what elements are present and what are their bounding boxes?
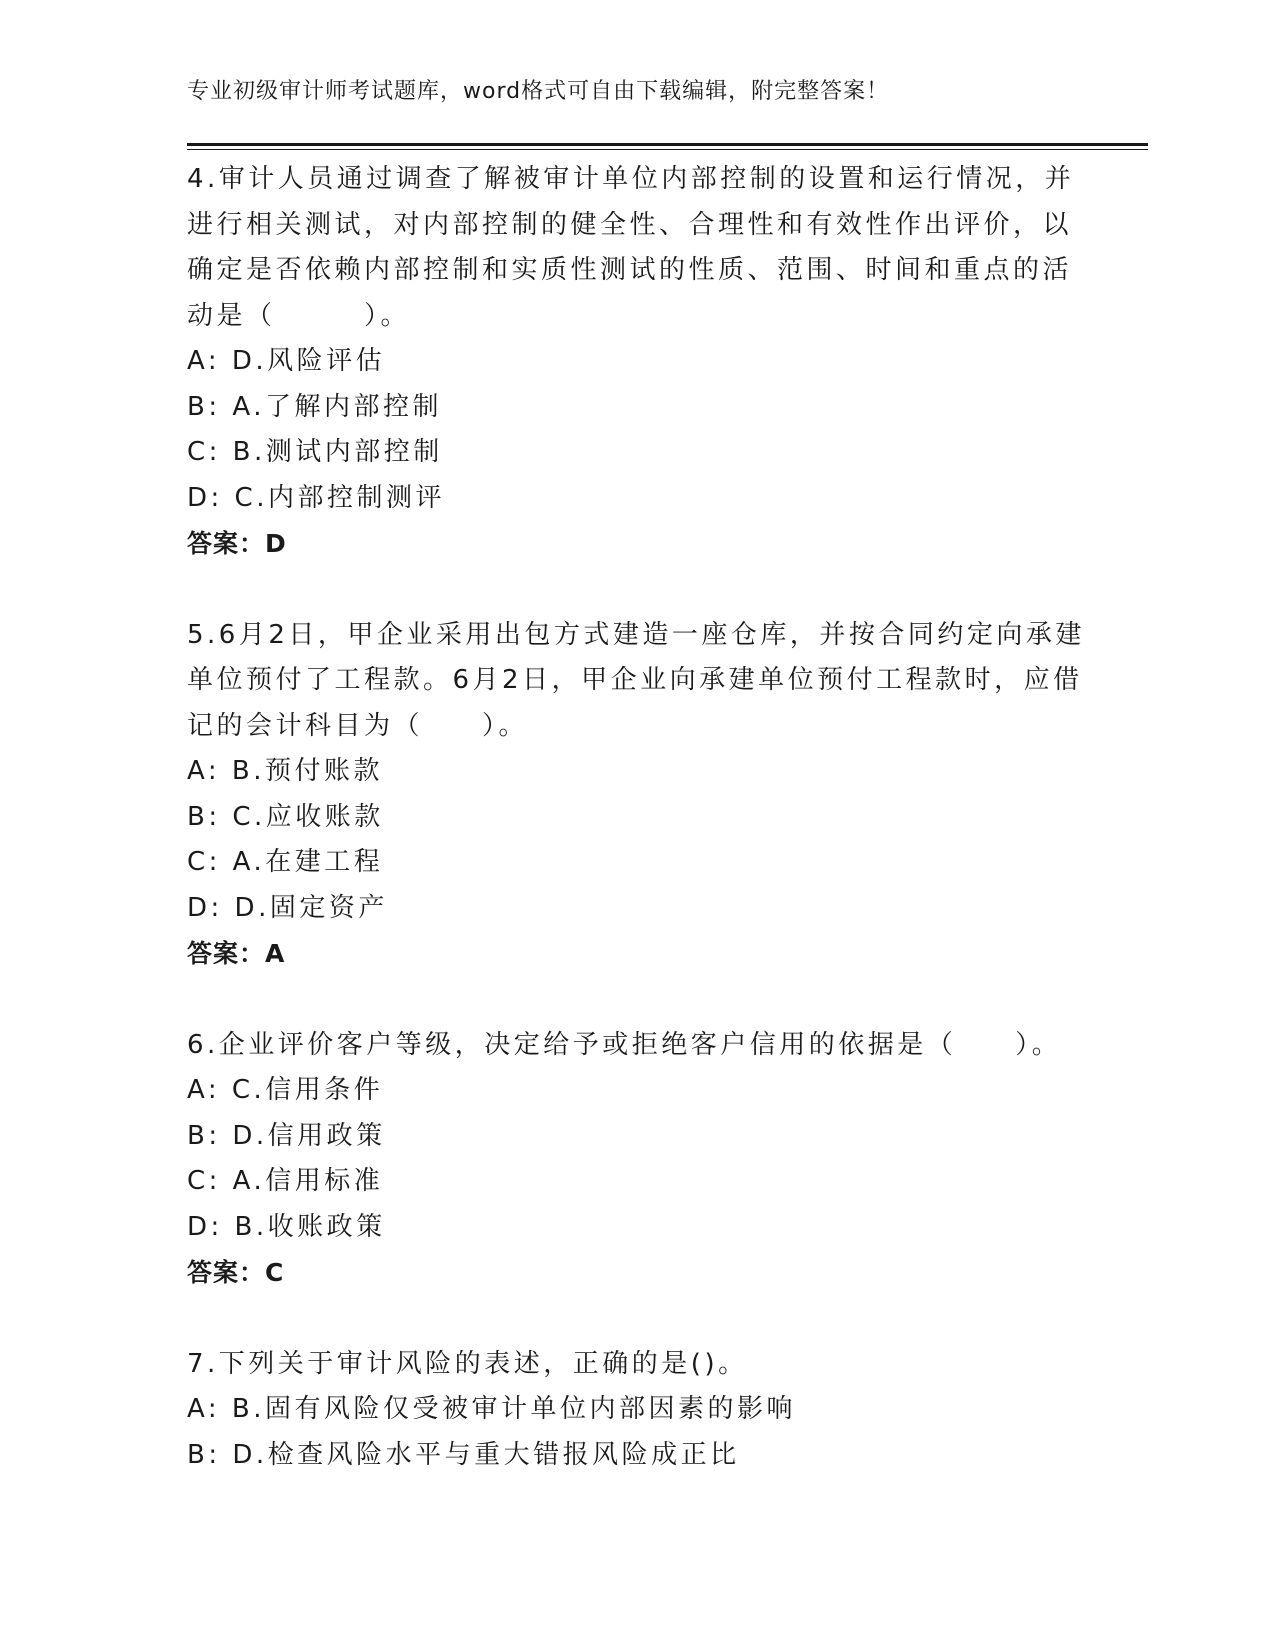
question-stem: 4.审计人员通过调查了解被审计单位内部控制的设置和运行情况，并进行相关测试，对内部控制的健全性、合理性和有效性作出评价，以确定是否依赖内部控制和实质性测试的性质、范围、时间和重点的活动是（ ）。: [187, 164, 1075, 331]
question-stem: 6.企业评价客户等级，决定给予或拒绝客户信用的依据是（ ）。: [187, 1029, 1062, 1060]
option-b: B: D.检查风险水平与重大错报风险成正比: [187, 1439, 740, 1470]
question-6: [187, 1023, 1087, 1296]
header-rule-thick: [187, 143, 1148, 146]
option-a: A: B.预付账款: [187, 756, 383, 786]
option-a: A: B.固有风险仅受被审计单位内部因素的影响: [187, 1394, 796, 1424]
question-list: [187, 157, 1087, 1524]
option-d: D: D.固定资产: [187, 892, 388, 923]
question-5: [187, 613, 1087, 977]
option-c: C: B.测试内部控制: [187, 437, 443, 467]
option-b: B: D.信用政策: [187, 1120, 386, 1151]
option-c: C: A.信用标准: [187, 1166, 384, 1196]
question-stem: 7.下列关于审计风险的表述，正确的是()。: [187, 1348, 748, 1379]
option-a: A: D.风险评估: [187, 346, 386, 376]
option-b: B: A.了解内部控制: [187, 391, 442, 422]
page-header: 专业初级审计师考试题库，word格式可自由下载编辑，附完整答案！: [187, 79, 890, 104]
option-d: D: B.收账政策: [187, 1211, 386, 1242]
option-c: C: A.在建工程: [187, 847, 384, 877]
answer: 答案：C: [187, 1258, 285, 1287]
question-7: [187, 1342, 1087, 1479]
option-b: B: C.应收账款: [187, 801, 384, 832]
option-d: D: C.内部控制测评: [187, 482, 445, 513]
answer: 答案：D: [187, 529, 287, 558]
question-stem: 5.6月2日，甲企业采用出包方式建造一座仓库，并按合同约定向承建单位预付了工程款。6月2日，甲企业向承建单位预付工程款时，应借记的会计科目为（ ）。: [187, 619, 1085, 741]
answer: 答案：A: [187, 939, 286, 968]
option-a: A: C.信用条件: [187, 1075, 384, 1105]
header-rule-thin: [187, 149, 1148, 150]
question-4: [187, 157, 1087, 567]
